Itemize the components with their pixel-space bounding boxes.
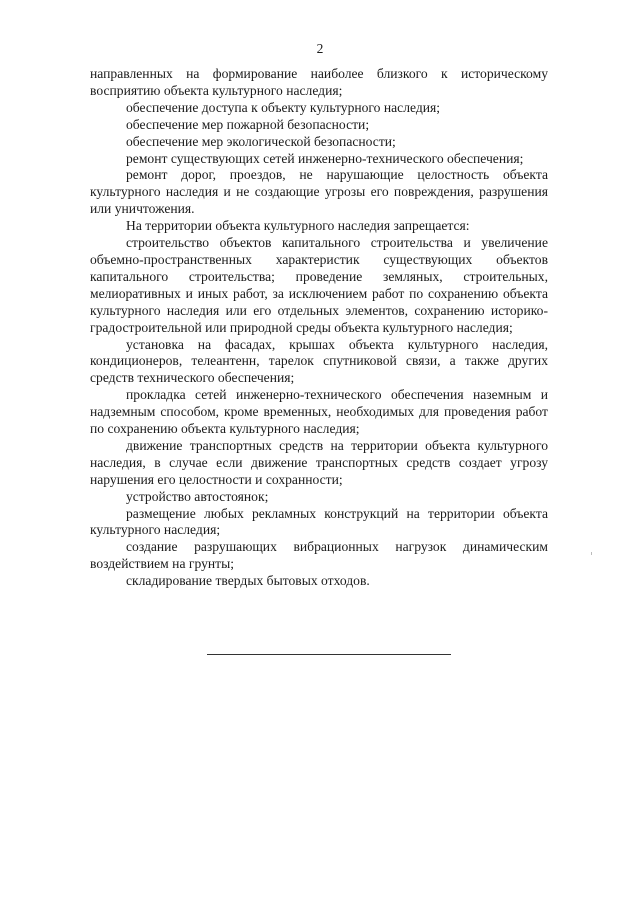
- paragraph: прокладка сетей инженерно-технического обеспечения наземным и надземным способом, кроме временных, необходимых для проведения работ по сохранению объекта культурного наследия;: [90, 387, 548, 437]
- paragraph: строительство объектов капитального строительства и увеличение объемно-пространственных характеристик существующих объектов капитального строительства; проведение земляных, строительных, мелиоративных и иных работ, за исключением работ по сохранению объекта культурного наследия или его отдельных элементов, сохранению историко-градостроительной или природной среды объекта культурного наследия;: [90, 235, 548, 335]
- document-body: [90, 66, 548, 590]
- paragraph: размещение любых рекламных конструкций на территории объекта культурного наследия;: [90, 505, 548, 538]
- paragraph: обеспечение мер пожарной безопасности;: [126, 116, 370, 132]
- paragraph: устройство автостоянок;: [126, 488, 269, 504]
- paragraph: складирование твердых бытовых отходов.: [126, 573, 370, 589]
- end-of-document-rule: [207, 654, 451, 655]
- paragraph: установка на фасадах, крышах объекта культурного наследия, кондиционеров, телеантенн, тарелок спутниковой связи, а также других средств технического обеспечения;: [90, 336, 548, 386]
- page-number: 2: [316, 41, 324, 56]
- paragraph: обеспечение мер экологической безопасности;: [126, 133, 396, 149]
- scan-mark: [591, 552, 592, 555]
- section-heading: На территории объекта культурного наследия запрещается:: [126, 218, 470, 234]
- paragraph: направленных на формирование наиболее близкого к историческому восприятию объекта культурного наследия;: [90, 66, 548, 98]
- paragraph: ремонт существующих сетей инженерно-технического обеспечения;: [126, 150, 524, 166]
- paragraph: обеспечение доступа к объекту культурного наследия;: [126, 99, 441, 115]
- paragraph: движение транспортных средств на территории объекта культурного наследия, в случае если движение транспортных средств создает угрозу нарушения его целостности и сохранности;: [90, 437, 548, 487]
- paragraph: создание разрушающих вибрационных нагрузок динамическим воздействием на грунты;: [90, 539, 548, 572]
- paragraph: ремонт дорог, проездов, не нарушающие целостность объекта культурного наследия и не создающие угрозы его повреждения, разрушения или уничтожения.: [90, 167, 548, 217]
